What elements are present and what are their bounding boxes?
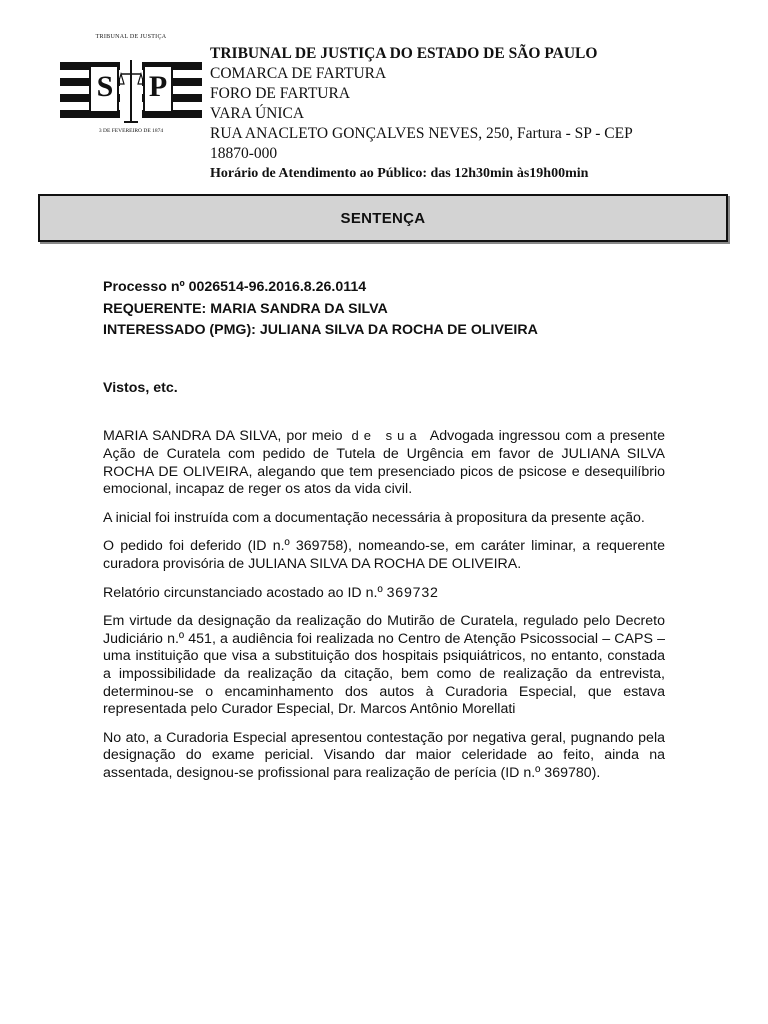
court-name: TRIBUNAL DE JUSTIÇA DO ESTADO DE SÃO PAULO [210, 45, 598, 62]
paragraph-2: A inicial foi instruída com a documentação necessária à propositura da presente ação. [103, 509, 645, 526]
case-header [103, 279, 665, 340]
court-header-text [210, 44, 633, 184]
court-seal [58, 34, 204, 142]
document-title: SENTENÇA [340, 209, 426, 227]
vara: VARA ÚNICA [210, 105, 305, 122]
paragraph-1-spaced: de sua [351, 428, 422, 444]
seal-letter-p: P [148, 70, 168, 103]
seal-emblem-icon [58, 50, 204, 128]
requerente: REQUERENTE: MARIA SANDRA DA SILVA [103, 300, 388, 317]
process-number: Processo nº 0026514-96.2016.8.26.0114 [103, 279, 367, 295]
paragraph-6: No ato, a Curadoria Especial apresentou contestação por negativa geral, pugnando pela designação do exame pericial. Visando dar maior celeridade ao feito, ainda na assentada, designou-se profissional para realização de perícia (ID n.º 369780). [103, 729, 665, 781]
paragraph-1-start: MARIA SANDRA DA SILVA, por meio [103, 428, 343, 445]
service-hours: Horário de Atendimento ao Público: das 12h30min às19h00min [210, 166, 589, 181]
vistos: Vistos, etc. [103, 379, 178, 396]
document-body [103, 279, 665, 782]
paragraph-4-id: 369732 [386, 584, 439, 601]
letterhead [58, 34, 758, 184]
seal-date: 3 DE FEVEREIRO DE 1874 [98, 128, 164, 134]
paragraph-4-text: Relatório circunstanciado acostado ao ID n.º [103, 584, 383, 601]
address-line-1: RUA ANACLETO GONÇALVES NEVES, 250, Fartura - SP - CEP [210, 125, 633, 142]
paragraph-5: Em virtude da designação da realização do Mutirão de Curatela, regulado pelo Decreto Judiciário n.º 451, a audiência foi realizada no Centro de Atenção Psicossocial – CAPS – uma instituição que visa a substituição dos hospitais psiquiátricos, no entanto, constada a impossibilidade da realização da citação, bem como de realização da entrevista, determinou-se o encaminhamento dos autos à Curadoria Especial, que estava representada pelo Curador Especial, Dr. Marcos Antônio Morellati [103, 613, 665, 718]
foro: FORO DE FARTURA [210, 85, 351, 102]
seal-letter-s: S [96, 70, 114, 103]
interessado: INTERESSADO (PMG): JULIANA SILVA DA ROCHA DE OLIVEIRA [103, 322, 538, 339]
paragraph-4 [103, 585, 665, 603]
document-title-box [38, 194, 728, 242]
paragraph-3: O pedido foi deferido (ID n.º 369758), nomeando-se, em caráter liminar, a requerente curadora provisória de JULIANA SILVA DA ROCHA DE OLIVEIRA. [103, 538, 665, 572]
seal-top-text: TRIBUNAL DE JUSTIÇA [95, 34, 167, 40]
address-line-2: 18870-000 [210, 145, 278, 162]
paragraph-1-end: Advogada ingressou com a presente Ação de Curatela com pedido de Tutela de Urgência em favor de JULIANA SILVA ROCHA DE OLIVEIRA, alegando que tem presenciado picos de psicose e desequilíbrio emocional, incapaz de reger os atos da vida civil. [103, 428, 665, 498]
paragraph-1 [103, 427, 665, 498]
comarca: COMARCA DE FARTURA [210, 65, 387, 82]
